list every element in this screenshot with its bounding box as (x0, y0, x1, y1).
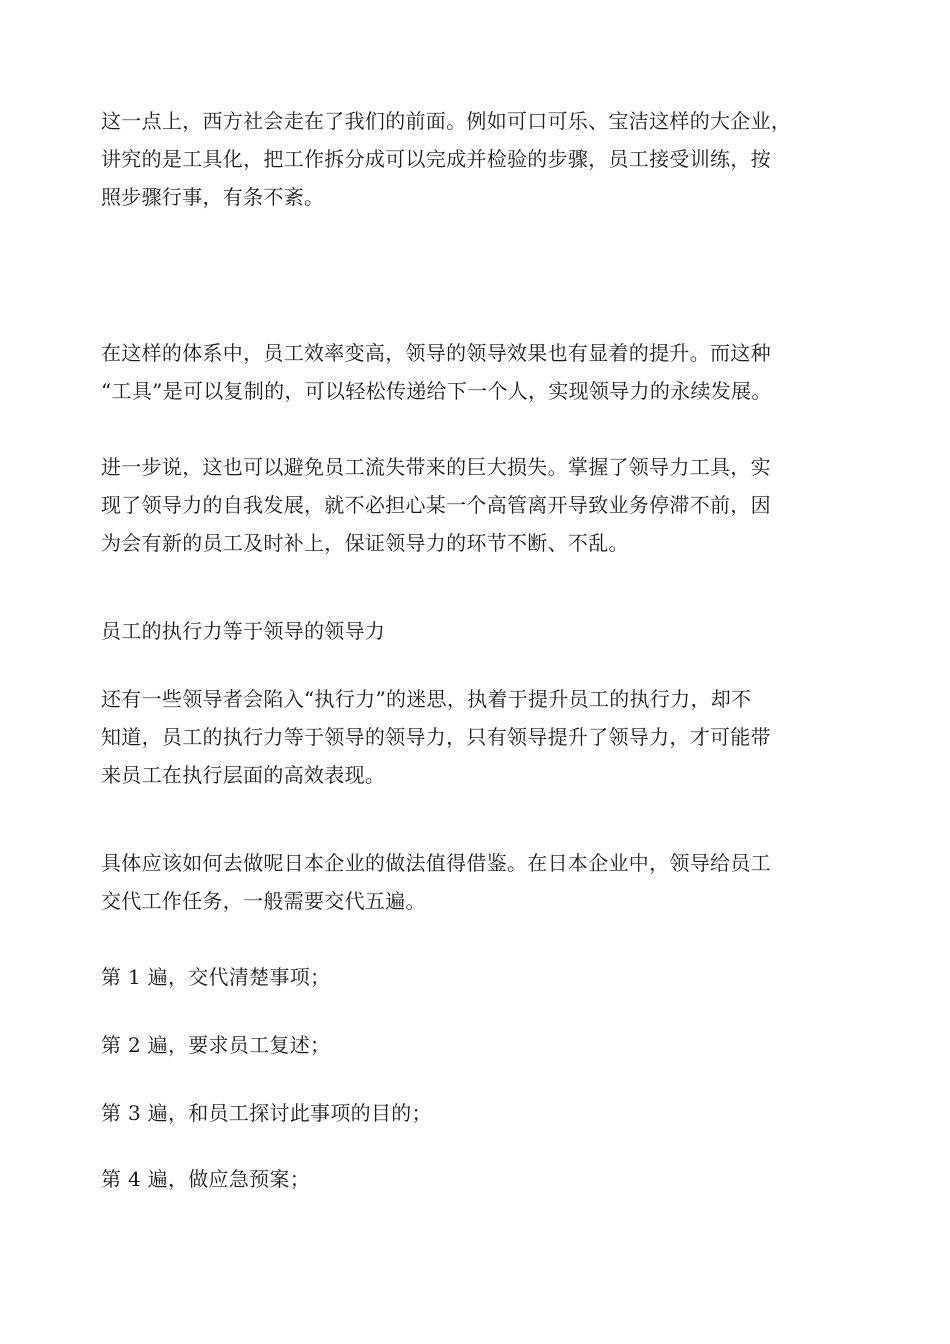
paragraph-japanese-practice (101, 844, 841, 920)
text-line: 具体应该如何去做呢日本企业的做法值得借鉴。在日本企业中，领导给员工 (101, 851, 771, 875)
section-heading (101, 612, 841, 650)
list-item-step-3 (101, 1094, 841, 1132)
paragraph-execution-myth (101, 680, 841, 794)
text-line: 进一步说，这也可以避免员工流失带来的巨大损失。掌握了领导力工具，实 (101, 455, 771, 479)
text-line: 照步骤行事，有条不紊。 (101, 185, 325, 209)
heading-text: 员工的执行力等于领导的领导力 (101, 619, 386, 643)
text-line: 来员工在执行层面的高效表现。 (101, 763, 386, 787)
text-line: 第 2 遍，要求员工复述； (101, 1033, 331, 1057)
text-line: 在这样的体系中，员工效率变高，领导的领导效果也有显着的提升。而这种 (101, 341, 771, 365)
paragraph-avoid-loss (101, 448, 841, 562)
text-line: 第 3 遍，和员工探讨此事项的目的； (101, 1101, 432, 1125)
text-line: 讲究的是工具化，把工作拆分成可以完成并检验的步骤，员工接受训练，按 (101, 147, 771, 171)
text-line: 第 4 遍，做应急预案； (101, 1167, 311, 1191)
list-item-step-1 (101, 958, 841, 996)
text-line: 还有一些领导者会陷入“执行力”的迷思，执着于提升员工的执行力，却不 (101, 687, 752, 711)
list-item-step-2 (101, 1026, 841, 1064)
text-line: 知道，员工的执行力等于领导的领导力，只有领导提升了领导力，才可能带 (101, 725, 771, 749)
text-line: 这一点上，西方社会走在了我们的前面。例如可口可乐、宝洁这样的大企业， (101, 109, 792, 133)
text-line: 为会有新的员工及时补上，保证领导力的环节不断、不乱。 (101, 531, 629, 555)
text-line: 交代工作任务，一般需要交代五遍。 (101, 889, 426, 913)
text-line: “工具”是可以复制的，可以轻松传递给下一个人，实现领导力的永续发展。 (101, 379, 772, 403)
list-item-step-4 (101, 1160, 841, 1198)
text-line: 第 1 遍，交代清楚事项； (101, 965, 331, 989)
paragraph-system-efficiency (101, 334, 841, 410)
paragraph-western-tools (101, 102, 841, 216)
text-line: 现了领导力的自我发展，就不必担心某一个高管离开导致业务停滞不前，因 (101, 493, 771, 517)
